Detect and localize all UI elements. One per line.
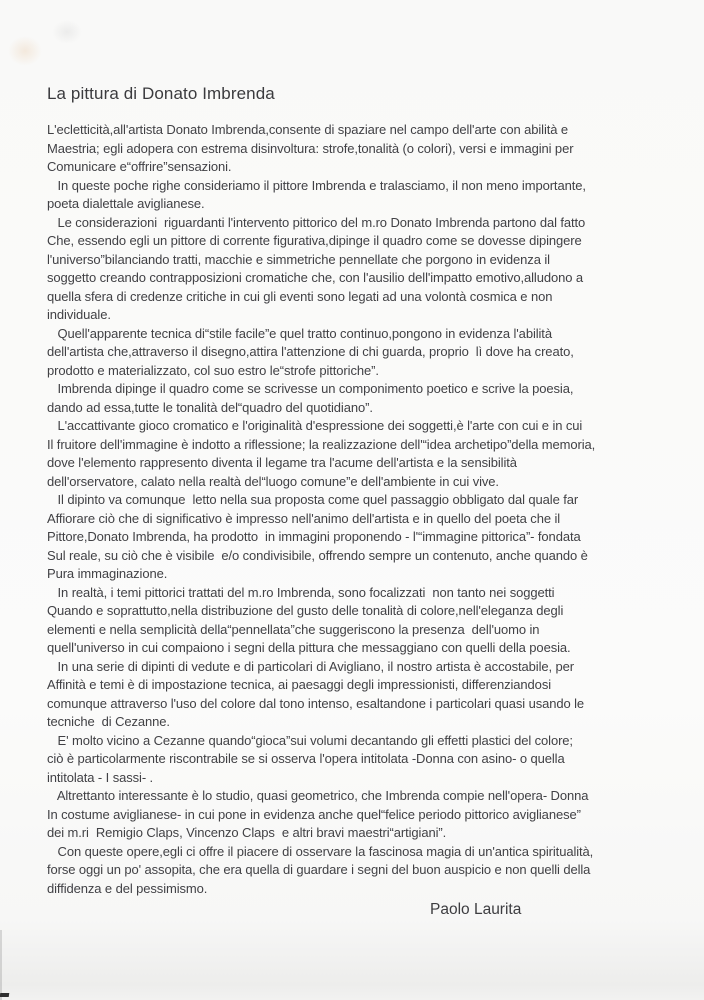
text-line: Affinità e temi è di impostazione tecnica, ai paesaggi degli impressionisti, differenziandosi [47,677,552,692]
text-line: l'universo”bilanciando tratti, macchie e simmetriche pennellate che porgono in evidenza il [47,251,550,267]
text-line: dando ad essa,tutte le tonalità del“quadro del quotidiano”. [47,399,373,415]
body-text [47,121,695,898]
text-line: In queste poche righe consideriamo il pittore Imbrenda e tralasciamo, il non meno importante, [47,177,586,193]
text-line: Quando e soprattutto,nella distribuzione del gusto delle tonalità di colore,nell'eleganza degli [47,603,564,618]
text-line: dell'orservatore, calato nella realtà del“luogo comune”e dell'ambiente in cui vive. [47,473,499,489]
text-line: Pura immaginazione. [47,566,168,581]
text-line: dove l'elemento rappresento diventa il legame tra l'acume dell'artista e la sensibilità [47,455,517,470]
text-line: dell'artista che,attraverso il disegno,attira l'attenzione di chi guarda, proprio lì dove ha creato, [47,344,574,359]
scan-edge-shadow [0,930,2,1000]
text-line: quella sfera di credenze critiche in cui gli eventi sono legati ad una volontà cosmica e non [47,288,553,304]
text-line: ciò è particolarmente riscontrabile se si osserva l'opera intitolata -Donna con asino- o quella [47,751,565,766]
text-line: tecniche di Cezanne. [47,714,170,729]
text-line: Maestria; egli adopera con estrema disinvoltura: strofe,tonalità (o colori), versi e immagini per [47,140,574,156]
scan-corner-mark [0,993,9,997]
text-line: Le considerazioni riguardanti l'intervento pittorico del m.ro Donato Imbrenda partono dal fatto [47,214,586,230]
scan-smudge-gray [52,20,82,44]
text-line: In realtà, i temi pittorici trattati del m.ro Imbrenda, sono focalizzati non tanto nei soggetti [47,584,555,600]
text-line: elementi e nella semplicità della“pennellata”che suggeriscono la presenza dell'uomo in [47,621,540,637]
text-line: poeta dialettale aviglianese. [47,196,205,211]
text-line: Il dipinto va comunque letto nella sua proposta come quel passaggio obbligato dal quale far [47,492,579,507]
text-line: L'ecletticità,all'artista Donato Imbrenda,consente di spaziare nel campo dell'arte con abilità e [47,122,569,137]
text-line: soggetto creando contrapposizioni cromatiche che, con l'ausilio dell'impatto emotivo,alludono a [47,270,584,285]
text-line: Con queste opere,egli ci offre il piacere di osservare la fascinosa magia di un'antica spiritualità, [47,843,594,859]
text-line: intitolata - I sassi- . [47,769,154,785]
text-line: prodotto e materializzato, col suo estro le“strofe pittoriche”. [47,362,379,378]
text-line: Affiorare ciò che di significativo è impresso nell'animo dell'artista e in quello del poeta che il [47,510,561,526]
text-line: diffidenza e del pessimismo. [47,880,208,896]
page-title: La pittura di Donato Imbrenda [47,84,275,103]
text-line: E' molto vicino a Cezanne quando“gioca”sui volumi decantando gli effetti plastici del colore; [47,732,573,748]
signature: Paolo Laurita [430,901,522,918]
text-line: comunque attraverso l'uso del colore dal tono intenso, esaltandone i particolari quasi usando le [47,695,585,711]
text-line: Quell'apparente tecnica di“stile facile”e quel tratto continuo,pongono in evidenza l'abilità [47,325,552,341]
text-line: Sul reale, su ciò che è visibile e/o condivisibile, offrendo sempre un contenuto, anche quando è [47,547,588,563]
text-line: Pittore,Donato Imbrenda, ha prodotto in immagini proponendo - l'“immagine pittorica”- fondata [47,529,581,544]
text-line: Imbrenda dipinge il quadro come se scrivesse un componimento poetico e scrive la poesia, [47,381,574,396]
text-line: In costume aviglianese- in cui pone in evidenza anche quel“felice periodo pittorico aviglianese” [47,806,581,822]
text-line: Che, essendo egli un pittore di corrente figurativa,dipinge il quadro come se dovesse dipingere [47,233,582,248]
text-line: Il fruitore dell'immagine è indotto a riflessione; la realizzazione dell'“idea archetipo”della memoria, [47,436,596,452]
text-line: quell'universo in cui compaiono i segni della pittura che messaggiano con quelli della poesia. [47,640,571,655]
text-line: Comunicare e“offrire”sensazioni. [47,159,232,174]
text-line: dei m.ri Remigio Claps, Vincenzo Claps e altri bravi maestri“artigiani”. [47,825,447,840]
text-line: Altrettanto interessante è lo studio, quasi geometrico, che Imbrenda compie nell'opera- Donna [47,788,589,803]
text-line: L'accattivante gioco cromatico e l'originalità d'espressione dei soggetti,è l'arte con cui e in cui [47,418,583,433]
text-line: forse oggi un po' assopita, che era quella di guardare i segni del buon auspicio e non quelli della [47,862,591,877]
text-line: individuale. [47,307,111,322]
text-line: In una serie di dipinti di vedute e di particolari di Avigliano, il nostro artista è accostabile, per [47,658,574,674]
scan-smudge-warm [8,36,42,66]
